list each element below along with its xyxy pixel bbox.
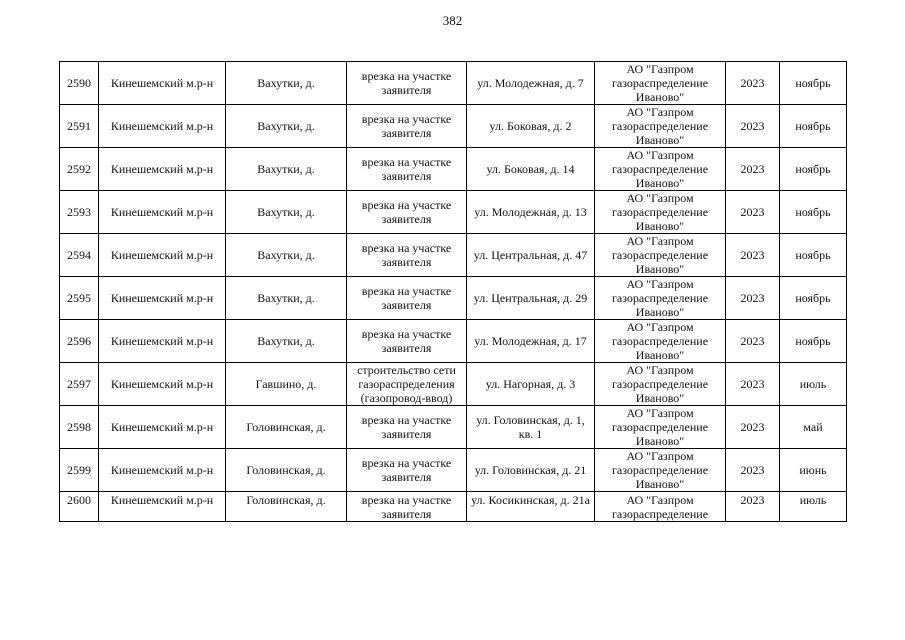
month-cell: май <box>780 406 847 449</box>
year-cell: 2023 <box>726 492 780 522</box>
organization-cell: АО "Газпром газораспределение Иваново" <box>595 62 726 105</box>
gasification-schedule-table <box>59 61 847 522</box>
address-cell: ул. Молодежная, д. 7 <box>467 62 595 105</box>
table-row <box>60 62 847 105</box>
year-cell: 2023 <box>726 105 780 148</box>
month-cell: ноябрь <box>780 234 847 277</box>
table-row <box>60 277 847 320</box>
row-number: 2591 <box>60 105 99 148</box>
year-cell: 2023 <box>726 449 780 492</box>
year-cell: 2023 <box>726 320 780 363</box>
locality-cell: Головинская, д. <box>226 406 347 449</box>
month-cell: июнь <box>780 449 847 492</box>
year-cell: 2023 <box>726 191 780 234</box>
organization-cell: АО "Газпром газораспределение Иваново" <box>595 191 726 234</box>
row-number: 2592 <box>60 148 99 191</box>
month-cell: ноябрь <box>780 148 847 191</box>
organization-cell: АО "Газпром газораспределение Иваново" <box>595 320 726 363</box>
table-row <box>60 191 847 234</box>
address-cell: ул. Головинская, д. 1, кв. 1 <box>467 406 595 449</box>
district-cell: Кинешемский м.р-н <box>99 191 226 234</box>
district-cell: Кинешемский м.р-н <box>99 363 226 406</box>
address-cell: ул. Центральная, д. 29 <box>467 277 595 320</box>
table-row <box>60 363 847 406</box>
district-cell: Кинешемский м.р-н <box>99 277 226 320</box>
work-type-cell: строительство сети газораспределения (газопровод-ввод) <box>347 363 467 406</box>
work-type-cell: врезка на участке заявителя <box>347 492 467 522</box>
work-type-cell: врезка на участке заявителя <box>347 320 467 363</box>
locality-cell: Вахутки, д. <box>226 62 347 105</box>
district-cell: Кинешемский м.р-н <box>99 492 226 522</box>
locality-cell: Вахутки, д. <box>226 191 347 234</box>
locality-cell: Гавшино, д. <box>226 363 347 406</box>
address-cell: ул. Молодежная, д. 13 <box>467 191 595 234</box>
district-cell: Кинешемский м.р-н <box>99 148 226 191</box>
row-number: 2598 <box>60 406 99 449</box>
page-number: 382 <box>442 13 463 28</box>
organization-cell: АО "Газпром газораспределение <box>595 492 726 522</box>
work-type-cell: врезка на участке заявителя <box>347 277 467 320</box>
row-number: 2599 <box>60 449 99 492</box>
district-cell: Кинешемский м.р-н <box>99 62 226 105</box>
row-number: 2597 <box>60 363 99 406</box>
district-cell: Кинешемский м.р-н <box>99 320 226 363</box>
row-number: 2600 <box>60 492 99 522</box>
locality-cell: Головинская, д. <box>226 449 347 492</box>
year-cell: 2023 <box>726 148 780 191</box>
year-cell: 2023 <box>726 277 780 320</box>
work-type-cell: врезка на участке заявителя <box>347 406 467 449</box>
year-cell: 2023 <box>726 363 780 406</box>
month-cell: ноябрь <box>780 277 847 320</box>
locality-cell: Вахутки, д. <box>226 277 347 320</box>
work-type-cell: врезка на участке заявителя <box>347 234 467 277</box>
work-type-cell: врезка на участке заявителя <box>347 148 467 191</box>
table-row <box>60 406 847 449</box>
row-number: 2596 <box>60 320 99 363</box>
locality-cell: Вахутки, д. <box>226 234 347 277</box>
organization-cell: АО "Газпром газораспределение Иваново" <box>595 148 726 191</box>
table-row <box>60 234 847 277</box>
work-type-cell: врезка на участке заявителя <box>347 105 467 148</box>
table-row <box>60 148 847 191</box>
month-cell: ноябрь <box>780 62 847 105</box>
organization-cell: АО "Газпром газораспределение Иваново" <box>595 449 726 492</box>
address-cell: ул. Головинская, д. 21 <box>467 449 595 492</box>
year-cell: 2023 <box>726 62 780 105</box>
work-type-cell: врезка на участке заявителя <box>347 191 467 234</box>
table-row <box>60 492 847 522</box>
organization-cell: АО "Газпром газораспределение Иваново" <box>595 363 726 406</box>
row-number: 2595 <box>60 277 99 320</box>
locality-cell: Вахутки, д. <box>226 320 347 363</box>
row-number: 2593 <box>60 191 99 234</box>
organization-cell: АО "Газпром газораспределение Иваново" <box>595 234 726 277</box>
year-cell: 2023 <box>726 234 780 277</box>
table-row <box>60 320 847 363</box>
locality-cell: Вахутки, д. <box>226 148 347 191</box>
address-cell: ул. Центральная, д. 47 <box>467 234 595 277</box>
table-row <box>60 105 847 148</box>
organization-cell: АО "Газпром газораспределение Иваново" <box>595 105 726 148</box>
address-cell: ул. Боковая, д. 14 <box>467 148 595 191</box>
row-number: 2590 <box>60 62 99 105</box>
address-cell: ул. Косикинская, д. 21а <box>467 492 595 522</box>
work-type-cell: врезка на участке заявителя <box>347 449 467 492</box>
table-body <box>60 62 847 522</box>
district-cell: Кинешемский м.р-н <box>99 406 226 449</box>
address-cell: ул. Молодежная, д. 17 <box>467 320 595 363</box>
district-cell: Кинешемский м.р-н <box>99 105 226 148</box>
work-type-cell: врезка на участке заявителя <box>347 62 467 105</box>
month-cell: ноябрь <box>780 105 847 148</box>
locality-cell: Головинская, д. <box>226 492 347 522</box>
table-row <box>60 449 847 492</box>
address-cell: ул. Боковая, д. 2 <box>467 105 595 148</box>
year-cell: 2023 <box>726 406 780 449</box>
locality-cell: Вахутки, д. <box>226 105 347 148</box>
row-number: 2594 <box>60 234 99 277</box>
district-cell: Кинешемский м.р-н <box>99 449 226 492</box>
organization-cell: АО "Газпром газораспределение Иваново" <box>595 277 726 320</box>
address-cell: ул. Нагорная, д. 3 <box>467 363 595 406</box>
month-cell: июль <box>780 492 847 522</box>
month-cell: ноябрь <box>780 320 847 363</box>
month-cell: июль <box>780 363 847 406</box>
month-cell: ноябрь <box>780 191 847 234</box>
district-cell: Кинешемский м.р-н <box>99 234 226 277</box>
organization-cell: АО "Газпром газораспределение Иваново" <box>595 406 726 449</box>
